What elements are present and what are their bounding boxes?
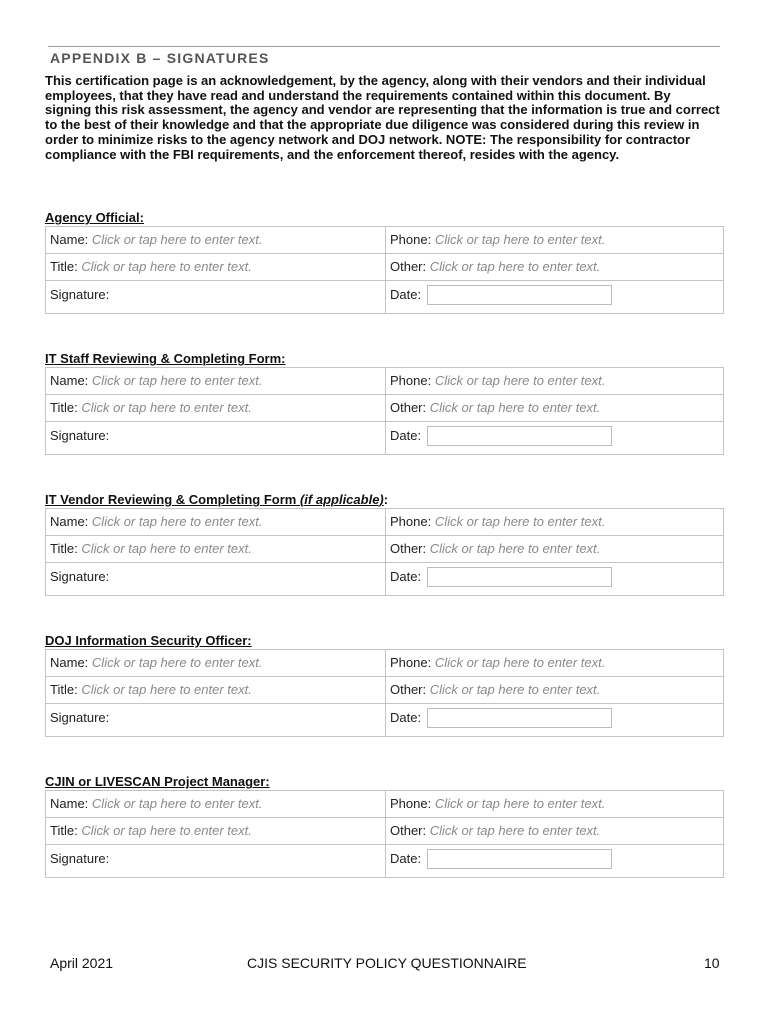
signature-label: Signature: bbox=[50, 287, 110, 302]
signature-field[interactable] bbox=[46, 704, 386, 737]
heading-rule bbox=[48, 46, 720, 47]
date-cell bbox=[386, 281, 724, 314]
other-label: Other: bbox=[390, 400, 427, 415]
name-label: Name: bbox=[50, 373, 89, 388]
signature-table bbox=[45, 649, 724, 737]
other-label: Other: bbox=[390, 823, 427, 838]
phone-label: Phone: bbox=[390, 796, 432, 811]
name-label: Name: bbox=[50, 232, 89, 247]
signature-section bbox=[45, 491, 724, 596]
date-input[interactable] bbox=[427, 567, 612, 587]
title-label: Title: bbox=[50, 682, 78, 697]
section-title-text: CJIN or LIVESCAN Project Manager: bbox=[45, 774, 270, 789]
other-placeholder[interactable]: Click or tap here to enter text. bbox=[429, 259, 601, 274]
phone-field[interactable] bbox=[386, 227, 724, 254]
phone-placeholder[interactable]: Click or tap here to enter text. bbox=[434, 796, 606, 811]
signature-table bbox=[45, 226, 724, 314]
signature-section bbox=[45, 632, 724, 737]
title-field[interactable] bbox=[46, 818, 386, 845]
name-field[interactable] bbox=[46, 650, 386, 677]
phone-field[interactable] bbox=[386, 509, 724, 536]
title-placeholder[interactable]: Click or tap here to enter text. bbox=[81, 823, 252, 838]
date-label: Date: bbox=[390, 569, 422, 584]
phone-placeholder[interactable]: Click or tap here to enter text. bbox=[434, 514, 606, 529]
title-placeholder[interactable]: Click or tap here to enter text. bbox=[81, 682, 252, 697]
signature-field[interactable] bbox=[46, 281, 386, 314]
section-title-note: (if applicable) bbox=[299, 492, 384, 507]
phone-field[interactable] bbox=[386, 368, 724, 395]
other-field[interactable] bbox=[386, 254, 724, 281]
name-placeholder[interactable]: Click or tap here to enter text. bbox=[91, 514, 263, 529]
other-label: Other: bbox=[390, 541, 427, 556]
phone-field[interactable] bbox=[386, 650, 724, 677]
section-title-text: Agency Official: bbox=[45, 210, 144, 225]
phone-label: Phone: bbox=[390, 514, 432, 529]
name-field[interactable] bbox=[46, 791, 386, 818]
footer-page-number: 10 bbox=[704, 955, 720, 971]
date-label: Date: bbox=[390, 287, 422, 302]
signature-table bbox=[45, 367, 724, 455]
date-cell bbox=[386, 563, 724, 596]
title-placeholder[interactable]: Click or tap here to enter text. bbox=[81, 541, 252, 556]
title-label: Title: bbox=[50, 259, 78, 274]
title-field[interactable] bbox=[46, 536, 386, 563]
phone-label: Phone: bbox=[390, 655, 432, 670]
footer-date: April 2021 bbox=[50, 955, 114, 971]
section-title bbox=[45, 491, 724, 508]
name-label: Name: bbox=[50, 796, 89, 811]
phone-label: Phone: bbox=[390, 373, 432, 388]
title-label: Title: bbox=[50, 400, 78, 415]
other-placeholder[interactable]: Click or tap here to enter text. bbox=[429, 682, 601, 697]
date-cell bbox=[386, 422, 724, 455]
date-cell bbox=[386, 845, 724, 878]
title-field[interactable] bbox=[46, 677, 386, 704]
date-input[interactable] bbox=[427, 285, 612, 305]
name-field[interactable] bbox=[46, 227, 386, 254]
signature-label: Signature: bbox=[50, 851, 110, 866]
date-cell bbox=[386, 704, 724, 737]
date-input[interactable] bbox=[427, 849, 612, 869]
title-field[interactable] bbox=[46, 254, 386, 281]
other-placeholder[interactable]: Click or tap here to enter text. bbox=[429, 823, 601, 838]
title-label: Title: bbox=[50, 541, 78, 556]
signature-label: Signature: bbox=[50, 428, 110, 443]
signature-field[interactable] bbox=[46, 563, 386, 596]
signature-field[interactable] bbox=[46, 422, 386, 455]
name-placeholder[interactable]: Click or tap here to enter text. bbox=[91, 796, 263, 811]
name-field[interactable] bbox=[46, 368, 386, 395]
date-label: Date: bbox=[390, 851, 422, 866]
date-label: Date: bbox=[390, 710, 422, 725]
name-label: Name: bbox=[50, 655, 89, 670]
title-label: Title: bbox=[50, 823, 78, 838]
section-title bbox=[45, 773, 724, 790]
other-field[interactable] bbox=[386, 677, 724, 704]
other-field[interactable] bbox=[386, 395, 724, 422]
other-placeholder[interactable]: Click or tap here to enter text. bbox=[429, 541, 601, 556]
phone-placeholder[interactable]: Click or tap here to enter text. bbox=[434, 655, 606, 670]
section-title bbox=[45, 350, 724, 367]
signature-label: Signature: bbox=[50, 710, 110, 725]
other-label: Other: bbox=[390, 259, 427, 274]
page-heading: APPENDIX B – SIGNATURES bbox=[50, 50, 270, 66]
date-input[interactable] bbox=[427, 426, 612, 446]
signature-section bbox=[45, 209, 724, 314]
signature-field[interactable] bbox=[46, 845, 386, 878]
name-placeholder[interactable]: Click or tap here to enter text. bbox=[91, 373, 263, 388]
footer-title: CJIS SECURITY POLICY QUESTIONNAIRE bbox=[247, 955, 527, 971]
phone-placeholder[interactable]: Click or tap here to enter text. bbox=[434, 373, 606, 388]
signature-label: Signature: bbox=[50, 569, 110, 584]
name-label: Name: bbox=[50, 514, 89, 529]
signature-section bbox=[45, 350, 724, 455]
intro-paragraph: This certification page is an acknowledgement, by the agency, along with their vendors and their individual employees, that they have read and understand the requirements contained within this document. By signing this risk assessment, the agency and vendor are representing that the information is true and correct to the best of their knowledge and that the appropriate due diligence was considered during this review in order to minimize risks to the agency network and DOJ network. NOTE: The responsibility for contractor compliance with the FBI requirements, and the enforcement thereof, resides with the agency. bbox=[45, 73, 720, 162]
other-label: Other: bbox=[390, 682, 427, 697]
phone-label: Phone: bbox=[390, 232, 432, 247]
signature-section bbox=[45, 773, 724, 878]
section-title-text: IT Vendor Reviewing & Completing Form bbox=[45, 492, 300, 507]
signature-table bbox=[45, 508, 724, 596]
phone-field[interactable] bbox=[386, 791, 724, 818]
signature-table bbox=[45, 790, 724, 878]
name-field[interactable] bbox=[46, 509, 386, 536]
title-field[interactable] bbox=[46, 395, 386, 422]
section-title bbox=[45, 209, 724, 226]
title-placeholder[interactable]: Click or tap here to enter text. bbox=[81, 400, 252, 415]
name-placeholder[interactable]: Click or tap here to enter text. bbox=[91, 655, 263, 670]
phone-placeholder[interactable]: Click or tap here to enter text. bbox=[434, 232, 606, 247]
other-placeholder[interactable]: Click or tap here to enter text. bbox=[429, 400, 601, 415]
section-title-colon: : bbox=[383, 492, 389, 507]
date-label: Date: bbox=[390, 428, 422, 443]
other-field[interactable] bbox=[386, 536, 724, 563]
section-title bbox=[45, 632, 724, 649]
section-title-text: IT Staff Reviewing & Completing Form: bbox=[45, 351, 286, 366]
date-input[interactable] bbox=[427, 708, 612, 728]
other-field[interactable] bbox=[386, 818, 724, 845]
name-placeholder[interactable]: Click or tap here to enter text. bbox=[91, 232, 263, 247]
section-title-text: DOJ Information Security Officer: bbox=[45, 633, 252, 648]
title-placeholder[interactable]: Click or tap here to enter text. bbox=[81, 259, 252, 274]
